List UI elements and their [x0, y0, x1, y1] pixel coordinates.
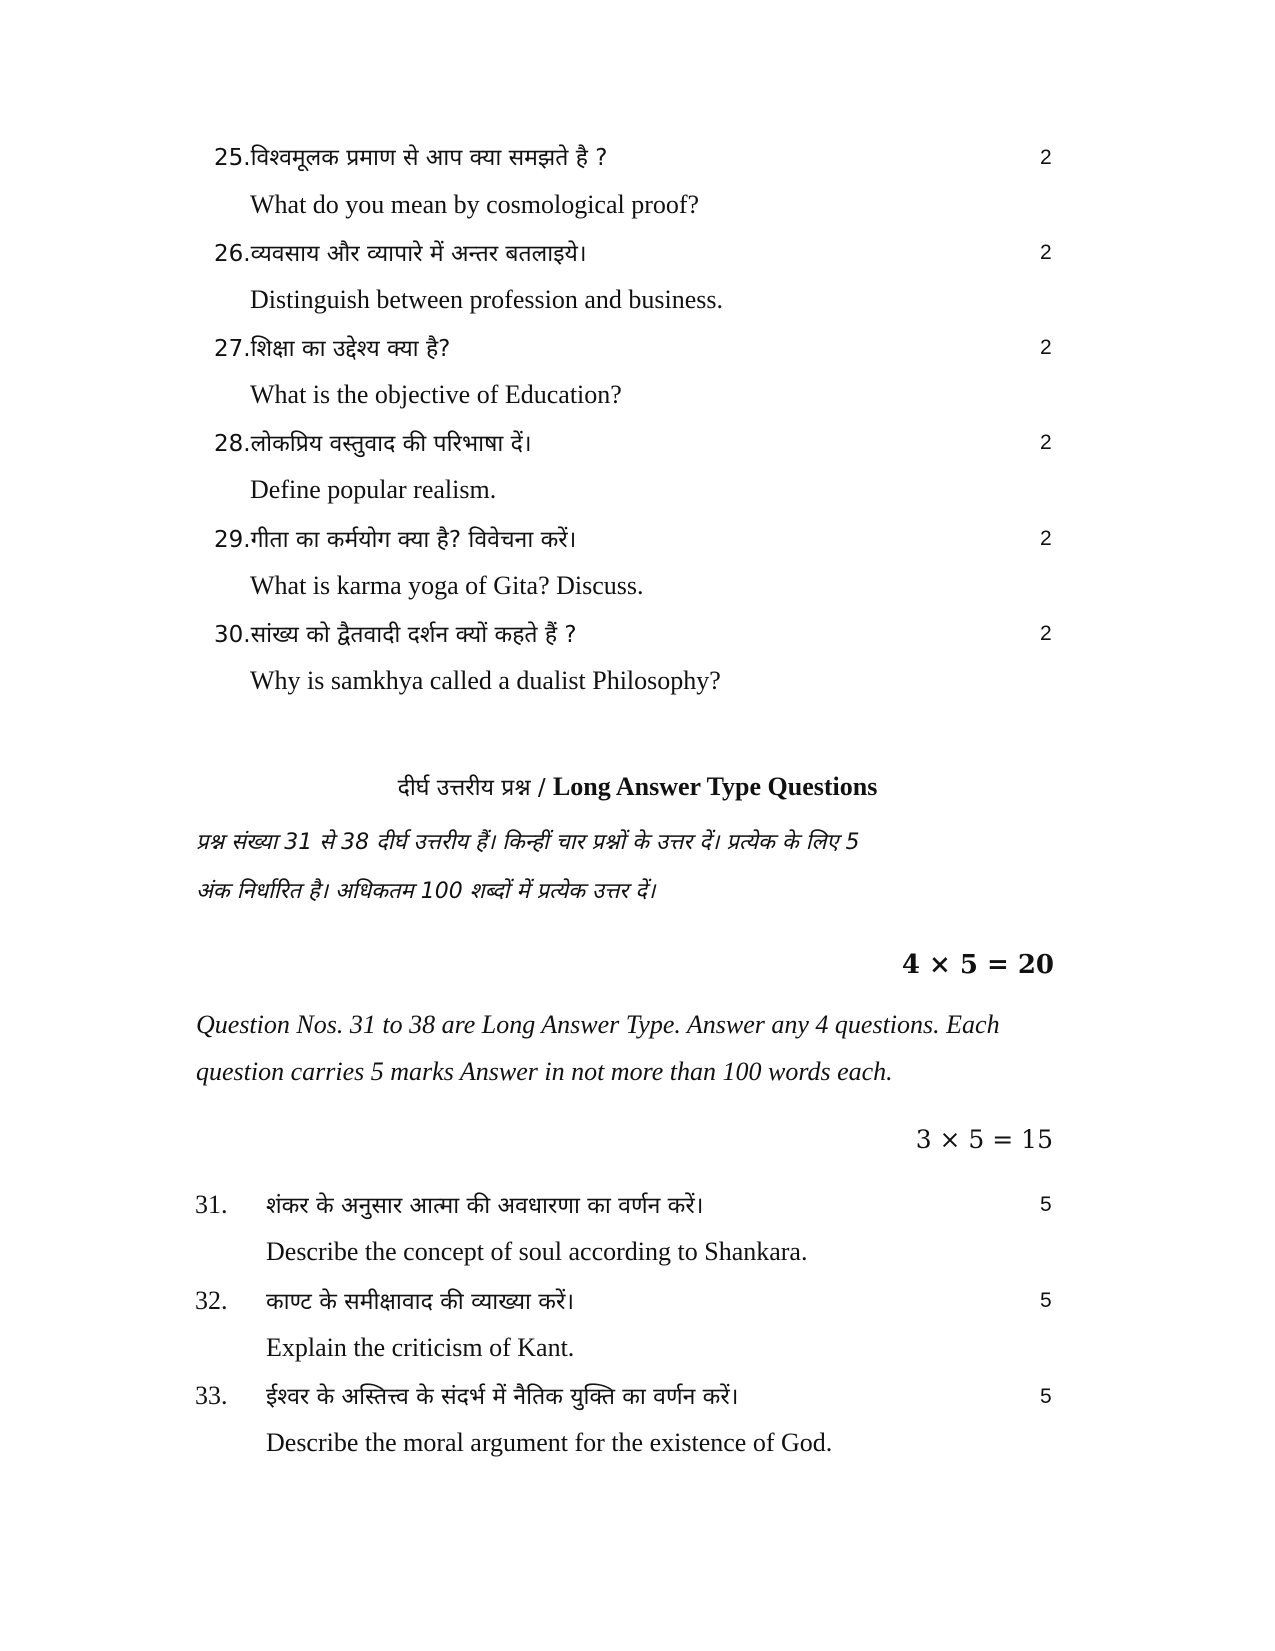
- question-32-marks: 5: [1040, 1289, 1052, 1312]
- question-29-hindi: 29.गीता का कर्मयोग क्या है? विवेचना करें।: [214, 527, 577, 553]
- question-25-hindi: 25.विश्वमूलक प्रमाण से आप क्या समझते है ?: [214, 145, 608, 171]
- instruction-hindi-line-2: अंक निर्धारित है। अधिकतम 100 शब्दों में प्रत्येक उत्तर दें।: [196, 879, 656, 904]
- question-30-english: Why is samkhya called a dualist Philosophy?: [250, 666, 721, 695]
- question-26-marks: 2: [1040, 241, 1052, 264]
- instruction-english-line-2: question carries 5 marks Answer in not more than 100 words each.: [196, 1057, 893, 1086]
- question-31-hindi: शंकर के अनुसार आत्मा की अवधारणा का वर्णन करें।: [266, 1193, 704, 1219]
- question-30-hindi: 30.सांख्य को द्वैतवादी दर्शन क्यों कहते हैं ?: [214, 622, 577, 648]
- question-27-english: What is the objective of Education?: [250, 380, 622, 409]
- question-32-english: Explain the criticism of Kant.: [266, 1333, 575, 1362]
- question-33-hindi: ईश्वर के अस्तित्त्व के संदर्भ में नैतिक युक्ति का वर्णन करें।: [266, 1384, 739, 1410]
- question-29-marks: 2: [1040, 527, 1052, 550]
- question-29-english: What is karma yoga of Gita? Discuss.: [250, 571, 644, 600]
- question-26-english: Distinguish between profession and business.: [250, 285, 724, 314]
- question-31-english: Describe the concept of soul according to Shankara.: [266, 1237, 808, 1266]
- question-31-number: 31.: [195, 1190, 228, 1219]
- instruction-english-line-1: Question Nos. 31 to 38 are Long Answer Type. Answer any 4 questions. Each: [196, 1010, 1000, 1039]
- section-heading: [0, 770, 1275, 802]
- question-26-hindi: 26.व्यवसाय और व्यापारे में अन्तर बतलाइये।: [214, 241, 587, 267]
- instruction-hindi-line-1: प्रश्न संख्या 31 से 38 दीर्घ उत्तरीय हैं। किन्हीं चार प्रश्नों के उत्तर दें। प्रत्येक के लिए 5: [196, 830, 860, 855]
- marks-formula-bold: 4 × 5 = 20: [901, 950, 1054, 980]
- question-28-hindi: 28.लोकप्रिय वस्तुवाद की परिभाषा दें।: [214, 431, 532, 457]
- question-28-marks: 2: [1040, 431, 1052, 454]
- question-27-marks: 2: [1040, 336, 1052, 359]
- question-32-hindi: काण्ट के समीक्षावाद की व्याख्या करें।: [266, 1289, 575, 1315]
- question-27-hindi: 27.शिक्षा का उद्देश्य क्या है?: [214, 336, 451, 362]
- question-30-marks: 2: [1040, 622, 1052, 645]
- question-25-marks: 2: [1040, 146, 1052, 169]
- question-31-marks: 5: [1040, 1193, 1052, 1216]
- section-heading-hindi: दीर्घ उत्तरीय प्रश्न /: [397, 775, 553, 801]
- question-33-number: 33.: [195, 1381, 228, 1410]
- question-25-english: What do you mean by cosmological proof?: [250, 190, 700, 219]
- question-33-marks: 5: [1040, 1385, 1052, 1408]
- question-32-number: 32.: [195, 1286, 228, 1315]
- section-heading-english: Long Answer Type Questions: [552, 772, 878, 801]
- marks-formula-plain: 3 × 5 = 15: [915, 1125, 1053, 1154]
- question-33-english: Describe the moral argument for the existence of God.: [266, 1428, 833, 1457]
- question-28-english: Define popular realism.: [250, 475, 497, 504]
